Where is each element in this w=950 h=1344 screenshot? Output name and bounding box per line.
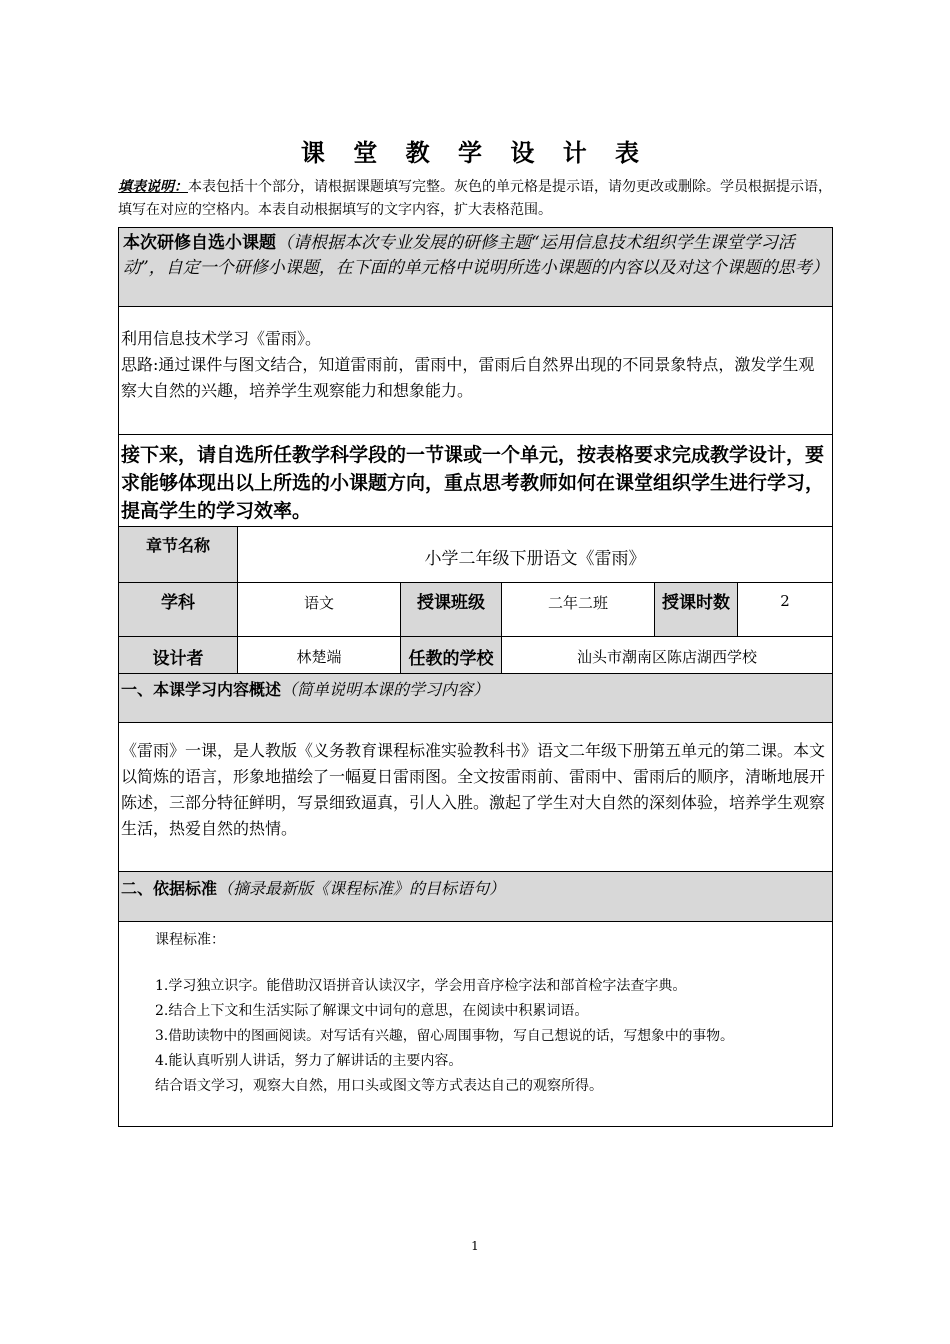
topic-header-hint: （请根据本次专业发展的研修主题“运用信息技术组织学生课堂学习活动”，自定一个研修小课题，在下面的单元格中说明所选小课题的内容以及对这个课题的思考）: [123, 233, 829, 278]
section1-title: 一、本课学习内容概述: [121, 680, 282, 699]
section2-header: [119, 871, 832, 921]
school-label: 任教的学校: [400, 637, 501, 673]
topic-content[interactable]: [119, 306, 832, 434]
designer-row: [119, 636, 832, 673]
standard-item-3: 3.借助读物中的图画阅读。对写话有兴趣，留心周围事物，写自己想说的话，写想象中的事物。: [155, 1028, 734, 1044]
topic-header-title: 本次研修自选小课题: [123, 233, 276, 253]
page-number: 1: [471, 1239, 479, 1253]
design-table: [118, 227, 833, 1127]
topic-line-1: 利用信息技术学习《雷雨》。: [121, 329, 322, 348]
section2-content[interactable]: [119, 921, 832, 1126]
topic-line-2: 思路:通过课件与图文结合，知道雷雨前，雷雨中，雷雨后自然界出现的不同景象特点，激发学生观察大自然的兴趣，培养学生观察能力和想象能力。: [121, 355, 815, 400]
standards-intro: 课程标准：: [155, 932, 225, 948]
instructions: [118, 176, 840, 222]
hours-label: 授课时数: [654, 583, 737, 636]
subject-label: 学科: [119, 583, 237, 636]
chapter-row: [119, 526, 832, 582]
section1-header: [119, 673, 832, 722]
chapter-label: 章节名称: [119, 527, 237, 582]
standard-item-4: 4.能认真听别人讲话，努力了解讲话的主要内容。: [155, 1053, 463, 1069]
instructions-text: 本表包括十个部分，请根据课题填写完整。灰色的单元格是提示语，请勿更改或删除。学员根据提示语，填写在对应的空格内。本表自动根据填写的文字内容，扩大表格范围。: [118, 179, 832, 218]
section1-content[interactable]: 《雷雨》一课，是人教版《义务教育课程标准实验教科书》语文二年级下册第五单元的第二课。本文以简炼的语言，形象地描绘了一幅夏日雷雨图。全文按雷雨前、雷雨中、雷雨后的顺序，清晰地展开陈述，三部分特征鲜明，写景细致逼真，引人入胜。激起了学生对大自然的深刻体验，培养学生观察生活，热爱自然的热情。: [119, 722, 832, 871]
chapter-value[interactable]: 小学二年级下册语文《雷雨》: [237, 527, 832, 582]
topic-header: [119, 228, 832, 306]
standard-item-1: 1.学习独立识字。能借助汉语拼音认读汉字，学会用音序检字法和部首检字法查字典。: [155, 978, 687, 994]
subject-value[interactable]: 语文: [237, 583, 400, 636]
page-title: 课 堂 教 学 设 计 表: [300, 139, 650, 167]
next-instruction: 接下来，请自选所任教学科学段的一节课或一个单元，按表格要求完成教学设计，要求能够体现出以上所选的小课题方向，重点思考教师如何在课堂组织学生进行学习，提高学生的学习效率。: [119, 434, 832, 526]
section1-hint: （简单说明本课的学习内容）: [281, 680, 490, 699]
standards-closing: 结合语文学习，观察大自然，用口头或图文等方式表达自己的观察所得。: [155, 1078, 603, 1094]
school-value[interactable]: 汕头市潮南区陈店湖西学校: [501, 637, 832, 673]
class-label: 授课班级: [400, 583, 501, 636]
designer-label: 设计者: [119, 637, 237, 673]
class-value[interactable]: 二年二班: [501, 583, 654, 636]
instructions-label: 填表说明：: [118, 179, 188, 195]
subject-row: [119, 582, 832, 636]
designer-value[interactable]: 林楚端: [237, 637, 400, 673]
hours-value[interactable]: 2: [737, 583, 832, 636]
section2-hint: （摘录最新版《课程标准》的目标语句）: [217, 879, 506, 898]
standard-item-2: 2.结合上下文和生活实际了解课文中词句的意思，在阅读中积累词语。: [155, 1003, 589, 1019]
section2-title: 二、依据标准: [121, 879, 218, 898]
